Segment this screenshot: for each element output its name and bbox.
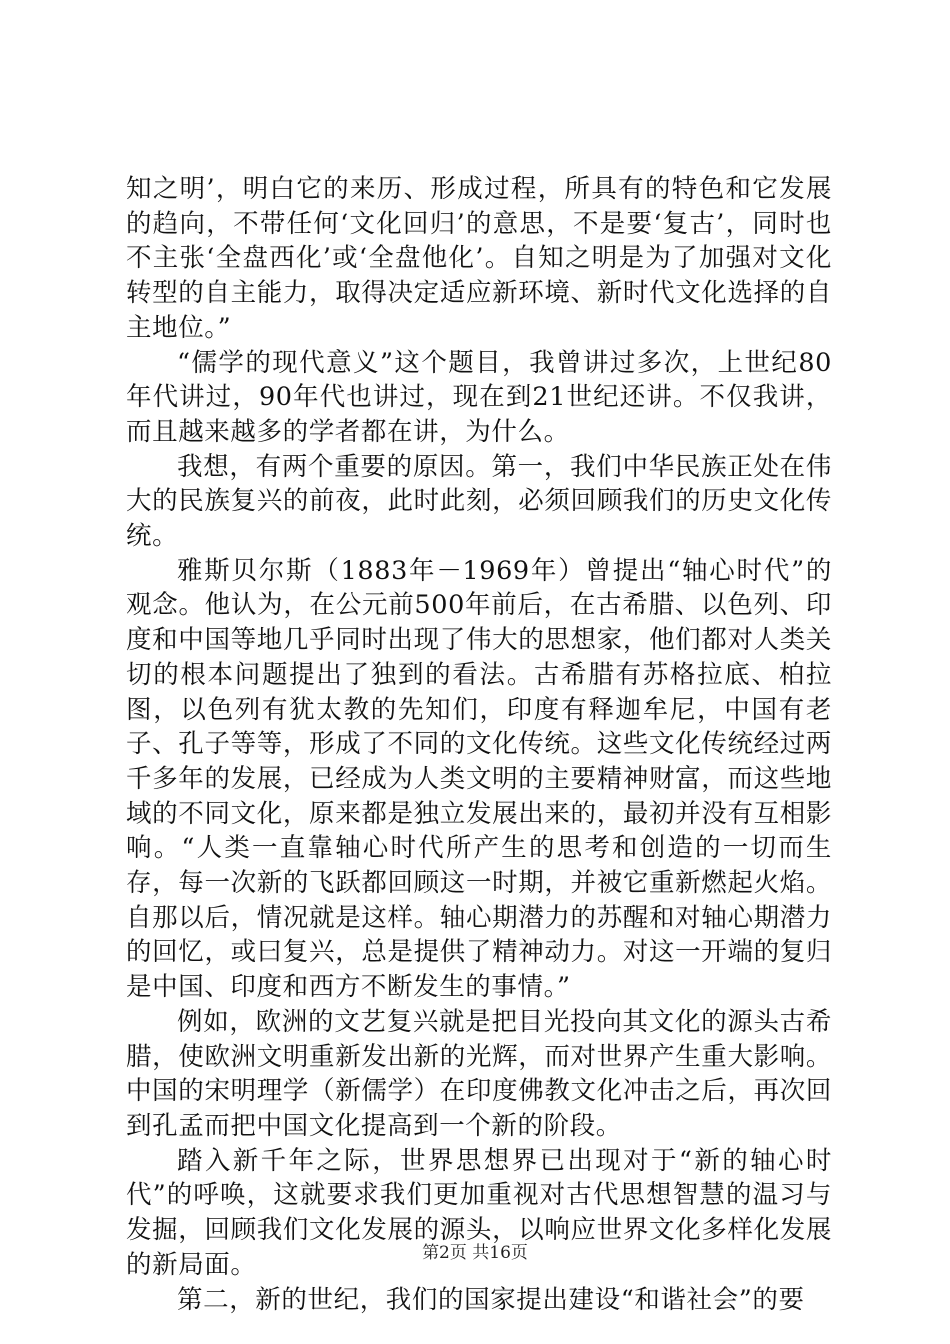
paragraph: 踏入新千年之际，世界思想界已出现对于“新的轴心时代”的呼唤，这就要求我们更加重视对古代思想智慧的温习与发掘，回顾我们文化发展的源头，以响应世界文化多样化发展的新局面。 [126, 1145, 832, 1280]
paragraph: 例如，欧洲的文艺复兴就是把目光投向其文化的源头古希腊，使欧洲文明重新发出新的光辉，而对世界产生重大影响。中国的宋明理学（新儒学）在印度佛教文化冲击之后，再次回到孔孟而把中国文化提高到一个新的阶段。 [126, 1006, 832, 1141]
paragraph: “儒学的现代意义”这个题目，我曾讲过多次，上世纪80年代讲过，90年代也讲过，现在到21世纪还讲。不仅我讲，而且越来越多的学者都在讲，为什么。 [126, 347, 832, 447]
paragraph-continuation: 知之明’，明白它的来历、形成过程，所具有的特色和它发展的趋向，不带任何‘文化回归’的意思，不是要‘复古’，同时也不主张‘全盘西化’或‘全盘他化’。自知之明是为了加强对文化转型的自主能力，取得决定适应新环境、新时代文化选择的自主地位。” [126, 174, 832, 343]
page-number-footer: 第2页 共16页 [422, 1243, 528, 1263]
document-body [126, 172, 832, 1317]
paragraph: 雅斯贝尔斯（1883年－1969年）曾提出“轴心时代”的观念。他认为，在公元前500年前后，在古希腊、以色列、印度和中国等地几乎同时出现了伟大的思想家，他们都对人类关切的根本问题提出了独到的看法。古希腊有苏格拉底、柏拉图，以色列有犹太教的先知们，印度有释迦牟尼，中国有老子、孔子等等，形成了不同的文化传统。这些文化传统经过两千多年的发展，已经成为人类文明的主要精神财富，而这些地域的不同文化，原来都是独立发展出来的，最初并没有互相影响。“人类一直靠轴心时代所产生的思考和创造的一切而生存，每一次新的飞跃都回顾这一时期，并被它重新燃起火焰。自那以后，情况就是这样。轴心期潜力的苏醒和对轴心期潜力的回忆，或曰复兴，总是提供了精神动力。对这一开端的复归是中国、印度和西方不断发生的事情。” [126, 555, 832, 1003]
paragraph: 第二，新的世纪，我们的国家提出建设“和谐社会”的要 [177, 1284, 805, 1315]
paragraph: 我想，有两个重要的原因。第一，我们中华民族正处在伟大的民族复兴的前夜，此时此刻，必须回顾我们的历史文化传统。 [126, 451, 832, 552]
